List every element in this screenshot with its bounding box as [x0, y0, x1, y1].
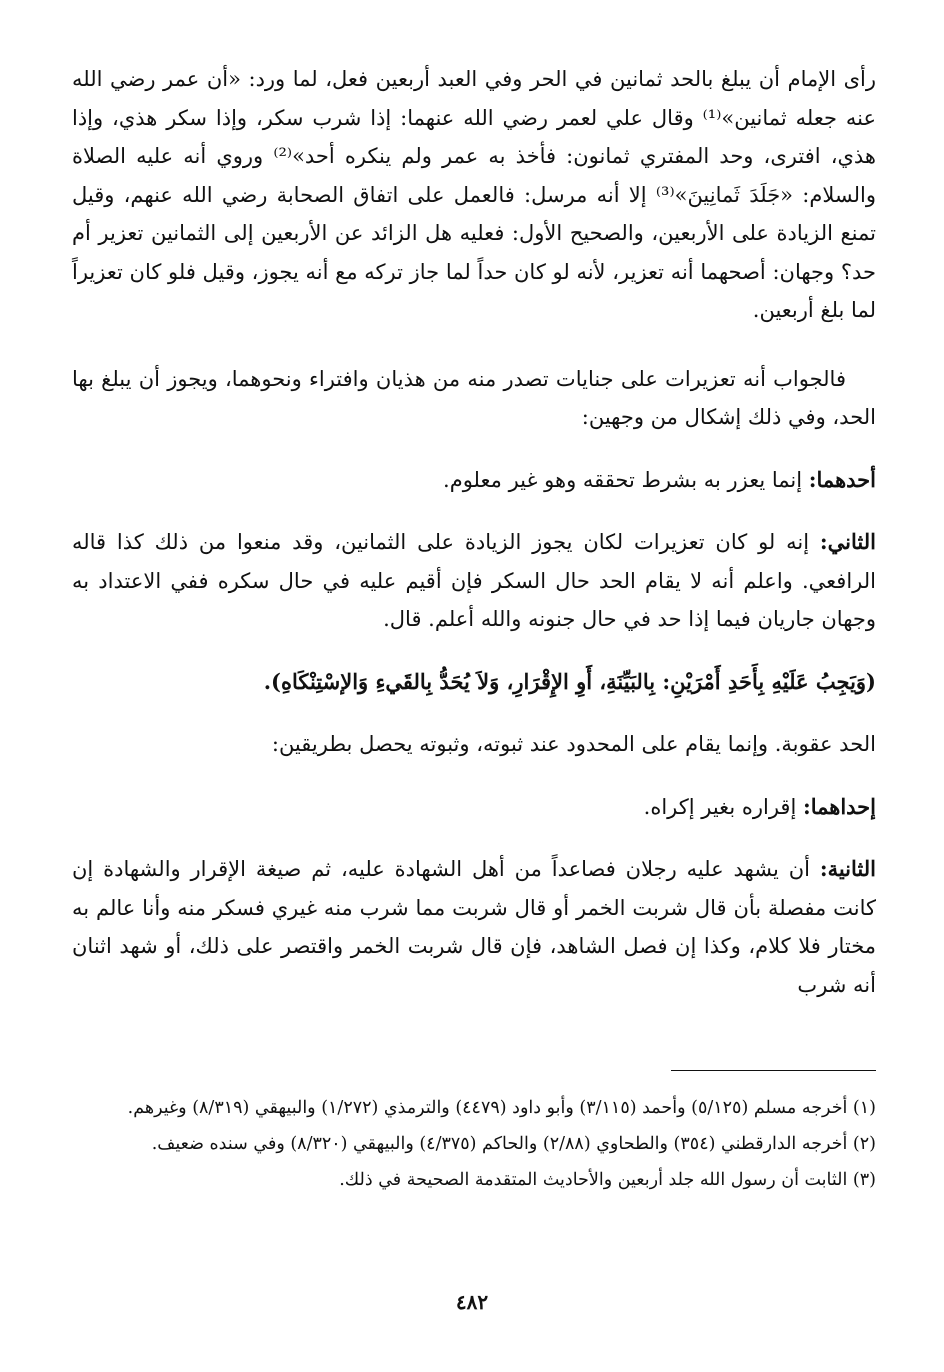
- footnote-divider: [671, 1070, 876, 1071]
- paragraph-4: [72, 523, 876, 639]
- matn-quote: (وَيَجِبُ عَلَيْهِ بِأَحَدِ أَمْرَيْنِ: بِالبَيِّنَةِ، أَوِ الإِقْرَارِ، وَلاَ يُحَدُّ بِالقَيءِ وَالإسْتِنْكَاهِ).: [263, 668, 876, 694]
- paragraph-8: [72, 850, 876, 1004]
- paragraph-8-label: الثانية:: [819, 856, 876, 881]
- footnote-2: (٢) أخرجه الدارقطني (٣٥٤) والطحاوي (٢/٨٨) والحاكم (٤/٣٧٥) والبيهقي (٨/٣٢٠) وفي سنده ضعيف.: [151, 1134, 876, 1154]
- paragraph-1: رأى الإمام أن يبلغ بالحد ثمانين في الحر وفي العبد أربعين فعل، لما ورد: «أن عمر رضي الله عنه جعله ثمانين»⁽¹⁾ وقال علي لعمر رضي الله عنهما: إذا شرب سكر، وإذا سكر هذي، وإذا هذي، افترى، وحد المفتري ثمانون: فأخذ به عمر ولم ينكره أحد»⁽²⁾ وروي أنه عليه الصلاة والسلام: «جَلَدَ ثَمانِينَ»⁽³⁾ إلا أنه مرسل: فالعمل على اتفاق الصحابة رضي الله عنهم، وقيل تمنع الزيادة على الأربعين، والصحيح الأول: فعليه هل الزائد عن الأربعين إلى الثمانين تعزير أم حد؟ وجهان: أصحهما أنه تعزير، لأنه لو كان حداً لما جاز تركه مع أنه يجوز، وقيل فلو كان تعزيراً لما بلغ أربعين.: [72, 67, 876, 322]
- paragraph-3-label: أحدهما:: [808, 466, 876, 492]
- paragraph-7-label: إحداهما:: [802, 793, 876, 819]
- paragraph-4-label: الثاني:: [819, 529, 876, 554]
- paragraph-8-text: أن يشهد عليه رجلان فصاعداً من أهل الشهادة عليه، ثم صيغة الإقرار والشهادة إن كانت مفصلة بأن قال شربت الخمر أو قال شربت مما شرب منه غيري فسكر منه وأنا عالم به مختار فلا كلام، وكذا إن فصل الشاهد، فإن قال شربت الخمر واقتصر على ذلك، أو شهد اثنان أنه شرب: [72, 857, 876, 997]
- paragraph-3-text: إنما يعزر به بشرط تحققه وهو غير معلوم.: [443, 467, 809, 492]
- page-number: ٤٨٢: [455, 1290, 489, 1314]
- paragraph-4-text: إنه لو كان تعزيرات لكان يجوز الزيادة على الثمانين، وقد منعوا من ذلك كذا قاله الرافعي. واعلم أنه لا يقام الحد حال السكر فإن أقيم عليه في حال سكره ففي الاعتداد به وجهان جاريان فيما إذا حد في حال جنونه والله أعلم. قال.: [72, 530, 876, 631]
- paragraph-3: [72, 461, 876, 500]
- paragraph-7-text: إقراره بغير إكراه.: [643, 794, 803, 819]
- paragraph-6: الحد عقوبة. وإنما يقام على المحدود عند ثبوته، وثبوته يحصل بطريقين:: [271, 732, 876, 756]
- paragraph-2: فالجواب أنه تعزيرات على جنايات تصدر منه من هذيان وافتراء ونحوهما، ويجوز أن يبلغ بها الحد، وفي ذلك إشكال من وجهين:: [72, 366, 876, 429]
- footnotes: [72, 1093, 876, 1195]
- footnote-1: (١) أخرجه مسلم (٥/١٢٥) وأحمد (٣/١١٥) وأبو داود (٤٤٧٩) والترمذي (١/٢٧٢) والبيهقي (٨/٣١٩) وغيرهم.: [127, 1098, 876, 1118]
- footnote-3: (٣) الثابت أن رسول الله جلد أربعين والأحاديث المتقدمة الصحيحة في ذلك.: [339, 1170, 876, 1190]
- paragraph-7: [72, 788, 876, 827]
